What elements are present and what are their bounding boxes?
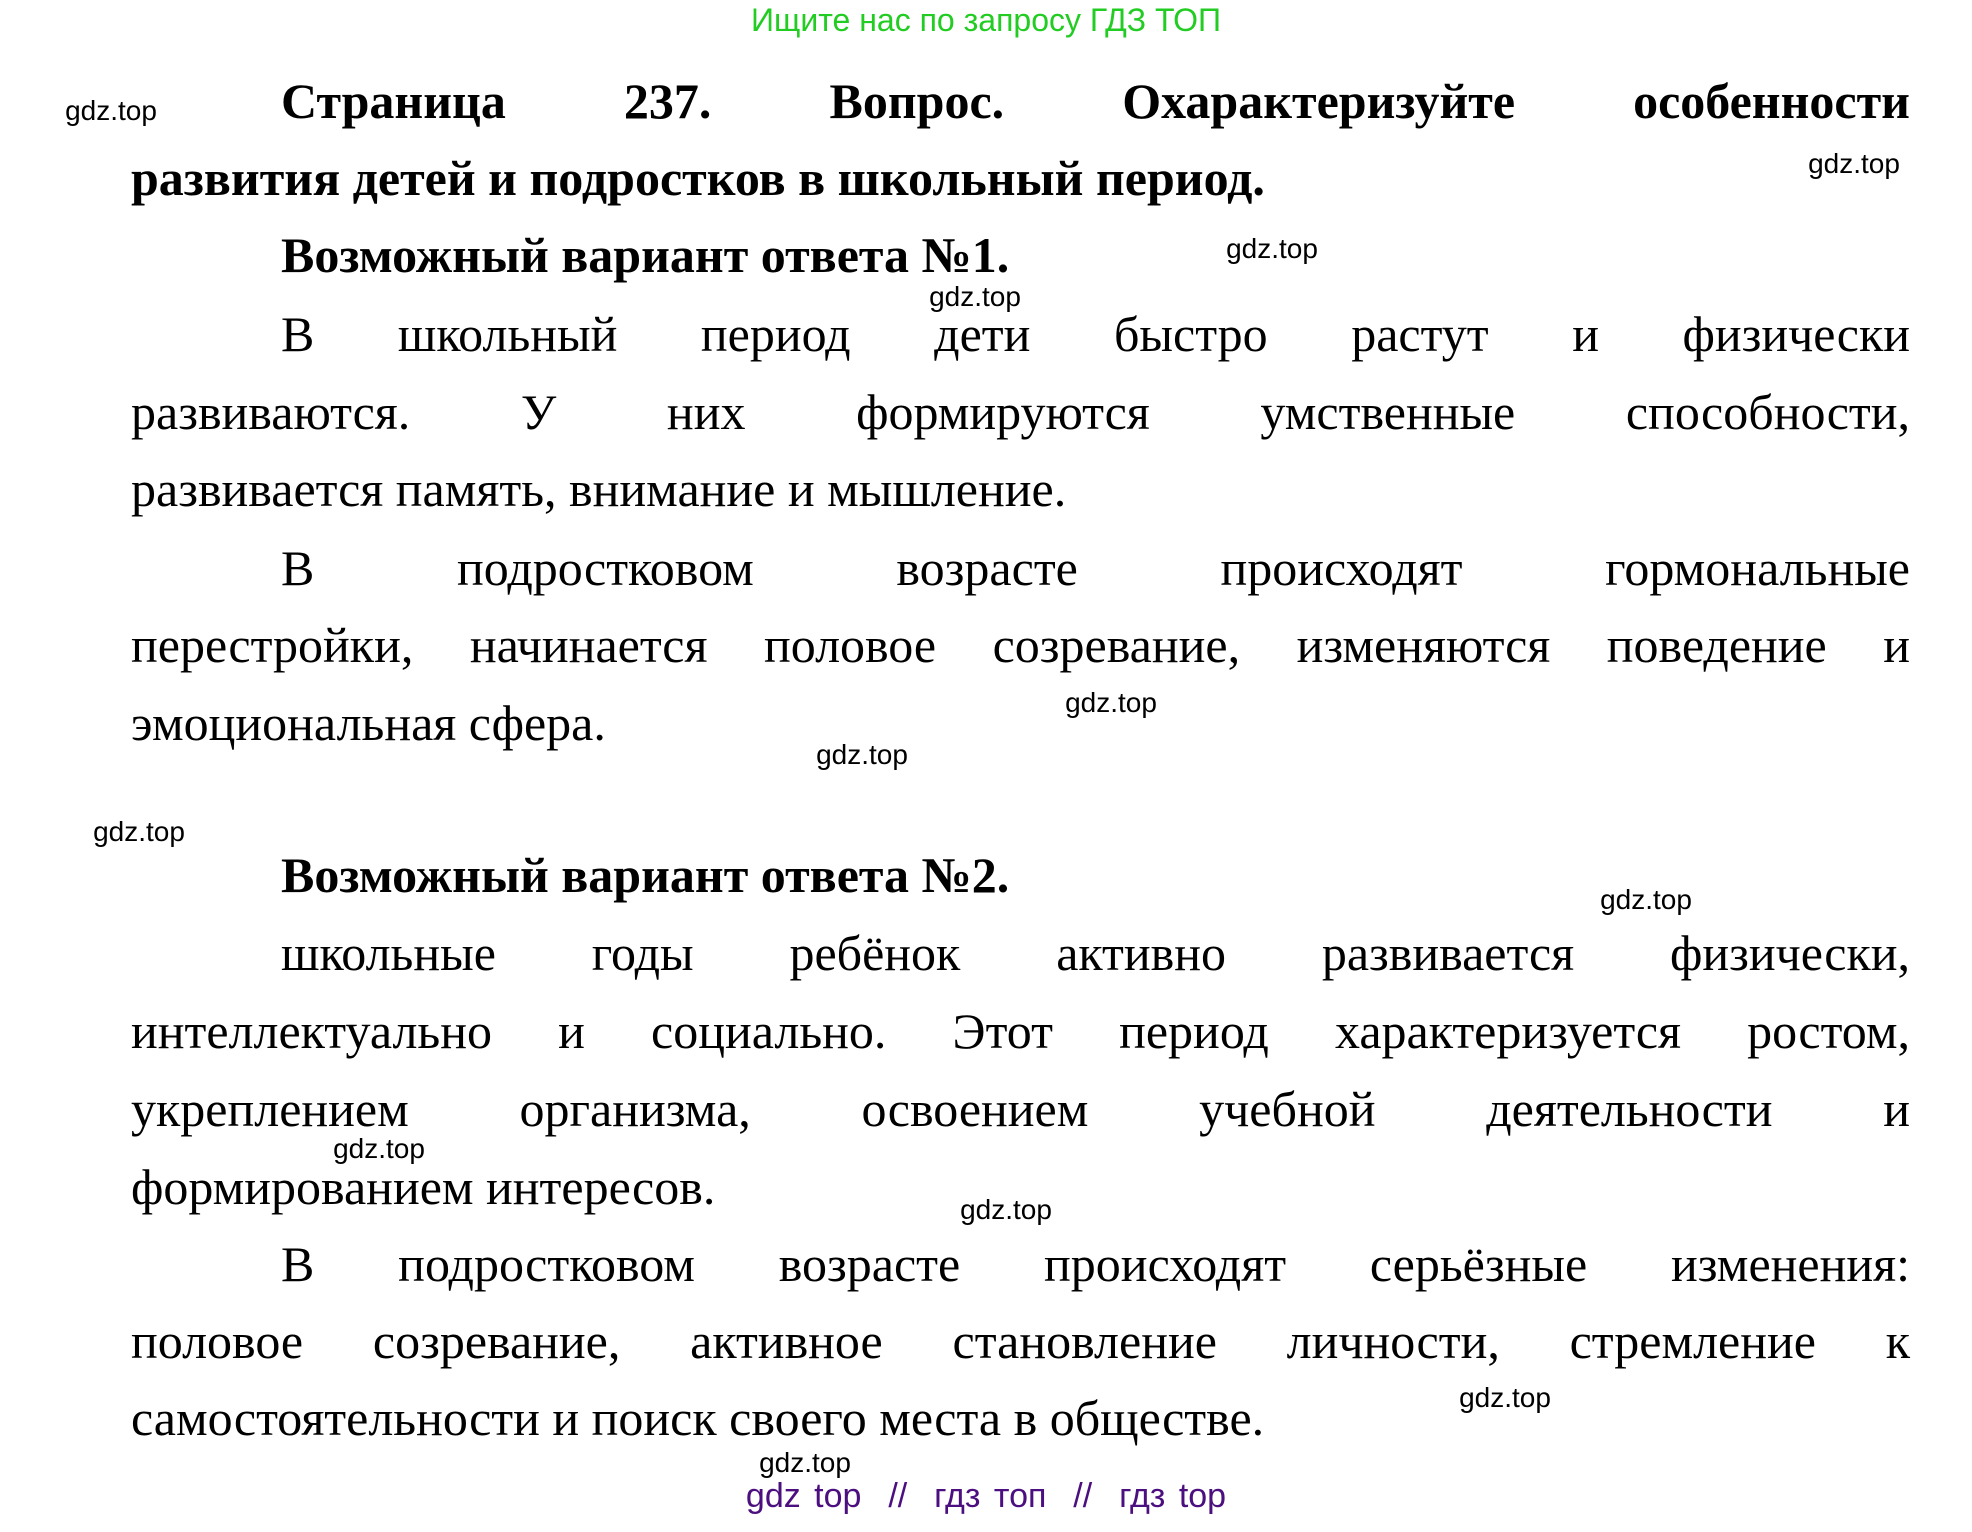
watermark: gdz.top	[759, 1447, 851, 1478]
watermark: gdz.top	[1226, 233, 1318, 264]
answer2-line: укреплением организма, освоением учебной деятельности и	[131, 1081, 1910, 1137]
question-line-2: развития детей и подростков в школьный период.	[131, 150, 1265, 206]
answer1-line: эмоциональная сфера.	[131, 695, 606, 751]
answer2-line: интеллектуально и социально. Этот период характеризуется ростом,	[131, 1003, 1910, 1059]
answer1-line: развиваются. У них формируются умственные способности,	[131, 384, 1910, 440]
watermark: gdz.top	[93, 816, 185, 847]
answer1-line: В школьный период дети быстро растут и физически	[281, 306, 1910, 362]
watermark: gdz.top	[929, 281, 1021, 312]
watermark: gdz.top	[1600, 884, 1692, 915]
watermark: gdz.top	[960, 1194, 1052, 1225]
answer1-line: В подростковом возрасте происходят гормональные	[281, 540, 1910, 596]
answer2-line: самостоятельности и поиск своего места в обществе.	[131, 1390, 1265, 1446]
watermark: gdz.top	[1808, 148, 1900, 179]
footer-links: gdz top // гдз топ // гдз top	[745, 1477, 1227, 1515]
answer2-line: половое созревание, активное становление личности, стремление к	[131, 1313, 1910, 1369]
watermark: gdz.top	[333, 1133, 425, 1164]
watermark: gdz.top	[1459, 1382, 1551, 1413]
watermark: gdz.top	[816, 739, 908, 770]
answer2-line: В подростковом возрасте происходят серьёзные изменения:	[281, 1236, 1910, 1292]
question-line-1: Страница 237. Вопрос. Охарактеризуйте особенности	[281, 73, 1910, 129]
answer2-line: школьные годы ребёнок активно развивается физически,	[281, 925, 1910, 981]
watermark: gdz.top	[1065, 687, 1157, 718]
search-banner: Ищите нас по запросу ГДЗ ТОП	[751, 2, 1221, 38]
answer2-line: формированием интересов.	[131, 1159, 716, 1215]
answer1-line: перестройки, начинается половое созревание, изменяются поведение и	[131, 617, 1910, 673]
watermark: gdz.top	[65, 95, 157, 126]
answer1-line: развивается память, внимание и мышление.	[131, 461, 1067, 517]
answer2-title: Возможный вариант ответа №2.	[281, 847, 1010, 903]
answer1-title: Возможный вариант ответа №1.	[281, 227, 1010, 283]
